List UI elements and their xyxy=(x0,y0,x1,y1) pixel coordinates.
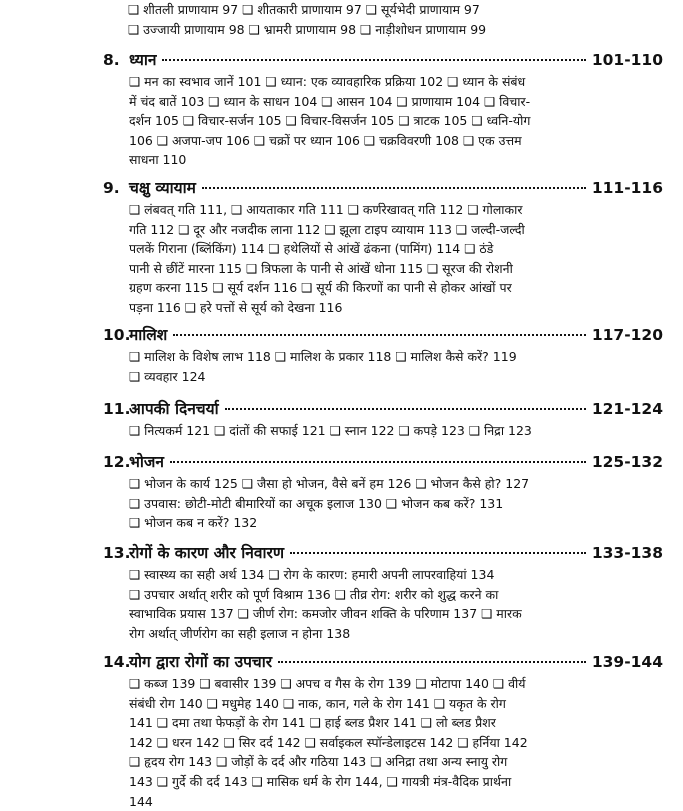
toc-line: संबंधी रोग 140 ❑ मधुमेह 140 ❑ नाक, कान, गले के रोग 141 ❑ यकृत के रोग xyxy=(129,695,506,711)
chapter-title: योग द्वारा रोगों का उपचार xyxy=(129,653,273,671)
toc-line: पलकें गिराना (ब्लिंकिंग) 114 ❑ हथेलियों से आंखें ढंकना (पामिंग) 114 ❑ ठंडे xyxy=(129,241,494,257)
chapter-entries xyxy=(129,565,663,643)
chapter-heading[interactable] xyxy=(103,450,663,474)
toc-line: 142 ❑ धरन 142 ❑ सिर दर्द 142 ❑ सर्वाइकल स्पॉन्डेलाइटस 142 ❑ हर्निया 142 xyxy=(129,734,528,750)
chapter-entries xyxy=(129,421,663,441)
leader-dots xyxy=(173,334,585,336)
leader-dots xyxy=(278,661,586,663)
chapter-entries xyxy=(129,674,663,811)
toc-line: ❑ शीतली प्राणायाम 97 ❑ शीतकारी प्राणायाम 97 ❑ सूर्यभेदी प्राणायाम 97 xyxy=(128,2,480,17)
page-range: 121-124 xyxy=(591,400,663,418)
toc-section-14 xyxy=(103,650,663,811)
toc-line: ❑ उपचार अर्थात् शरीर को पूर्ण विश्राम 136 ❑ तीव्र रोग: शरीर को शुद्ध करने का xyxy=(129,586,499,602)
chapter-number: 11. xyxy=(103,400,131,418)
toc-line: ❑ व्यवहार 124 xyxy=(129,368,206,384)
chapter-title: भोजन xyxy=(129,453,165,471)
toc-section-11 xyxy=(103,397,663,441)
toc-line: 144 xyxy=(129,793,153,809)
toc-line: ❑ कब्ज 139 ❑ बवासीर 139 ❑ अपच व गैस के रोग 139 ❑ मोटापा 140 ❑ वीर्य xyxy=(129,676,526,691)
page-range: 117-120 xyxy=(591,326,663,344)
chapter-number: 13. xyxy=(103,544,131,562)
page-range: 111-116 xyxy=(591,179,663,197)
toc-line: 106 ❑ अजपा-जप 106 ❑ चक्रों पर ध्यान 106 ❑ चक्रविवरणी 108 ❑ एक उत्तम xyxy=(129,132,522,148)
toc-line: ❑ लंबवत् गति 111, ❑ आयताकार गति 111 ❑ कर्णरेखावत् गति 112 ❑ गोलाकार xyxy=(129,202,523,217)
toc-line: ❑ उज्जायी प्राणायाम 98 ❑ भ्रामरी प्राणायाम 98 ❑ नाड़ीशोधन प्राणायाम 99 xyxy=(128,22,487,37)
toc-section-8 xyxy=(103,48,663,170)
toc-line: ❑ मालिश के विशेष लाभ 118 ❑ मालिश के प्रकार 118 ❑ मालिश कैसे करें? 119 xyxy=(129,349,517,364)
chapter-entries xyxy=(129,72,663,170)
leader-dots xyxy=(225,408,586,410)
toc-line: 141 ❑ दमा तथा फेफड़ों के रोग 141 ❑ हाई ब्लड प्रैशर 141 ❑ लो ब्लड प्रैशर xyxy=(129,715,496,731)
toc-line: ❑ नित्यकर्म 121 ❑ दांतों की सफाई 121 ❑ स्नान 122 ❑ कपड़े 123 ❑ निद्रा 123 xyxy=(129,423,532,438)
toc-line: पानी से छींटें मारना 115 ❑ त्रिफला के पानी से आंखें धोना 115 ❑ सूरज की रोशनी xyxy=(129,260,513,276)
toc-section-12 xyxy=(103,450,663,533)
page-range: 139-144 xyxy=(591,653,663,671)
toc-line: साधना 110 xyxy=(129,152,187,168)
chapter-heading[interactable] xyxy=(103,176,663,200)
chapter-entries xyxy=(129,474,663,533)
chapter-title: मालिश xyxy=(129,326,168,344)
chapter-number: 9. xyxy=(103,179,120,197)
toc-line: ग्रहण करना 115 ❑ सूर्य दर्शन 116 ❑ सूर्य की किरणों का पानी से होकर आंखों पर xyxy=(129,280,512,296)
chapter-title: आपकी दिनचर्या xyxy=(129,400,219,418)
toc-line: ❑ भोजन के कार्य 125 ❑ जैसा हो भोजन, वैसे बनें हम 126 ❑ भोजन कैसे हो? 127 xyxy=(129,476,530,491)
toc-line: स्वाभाविक प्रयास 137 ❑ जीर्ण रोग: कमजोर जीवन शक्ति के परिणाम 137 ❑ मारक xyxy=(129,606,522,622)
page-range: 125-132 xyxy=(591,453,663,471)
page-range: 101-110 xyxy=(591,51,663,69)
leader-dots xyxy=(202,187,586,189)
toc-line: दर्शन 105 ❑ विचार-सर्जन 105 ❑ विचार-विसर्जन 105 ❑ त्राटक 105 ❑ ध्वनि-योग xyxy=(129,113,531,129)
chapter-number: 10. xyxy=(103,326,131,344)
continued-entries xyxy=(128,0,648,40)
toc-line: गति 112 ❑ दूर और नजदीक लाना 112 ❑ झूला टाइप व्यायाम 113 ❑ जल्दी-जल्दी xyxy=(129,221,525,237)
chapter-number: 14. xyxy=(103,653,131,671)
toc-section-13 xyxy=(103,541,663,643)
chapter-title: चक्षु व्यायाम xyxy=(129,179,196,197)
toc-line: 143 ❑ गुर्दे की दर्द 143 ❑ मासिक धर्म के रोग 144, ❑ गायत्री मंत्र-वैदिक प्रार्थना xyxy=(129,773,512,789)
leader-dots xyxy=(162,59,585,61)
toc-line: ❑ उपवास: छोटी-मोटी बीमारियों का अचूक इलाज 130 ❑ भोजन कब करें? 131 xyxy=(129,495,504,511)
toc-line: रोग अर्थात् जीर्णरोग का सही इलाज न होना 138 xyxy=(129,625,351,641)
toc-section-9 xyxy=(103,176,663,318)
leader-dots xyxy=(170,461,586,463)
toc-line: ❑ मन का स्वभाव जानें 101 ❑ ध्यान: एक व्यावहारिक प्रक्रिया 102 ❑ ध्यान के संबंध xyxy=(129,74,526,89)
chapter-number: 8. xyxy=(103,51,120,69)
chapter-heading[interactable] xyxy=(103,541,663,565)
toc-line: पड़ना 116 ❑ हरे पत्तों से सूर्य को देखना 116 xyxy=(129,299,343,315)
toc-line: में चंद बातें 103 ❑ ध्यान के साधन 104 ❑ आसन 104 ❑ प्राणायाम 104 ❑ विचार- xyxy=(129,93,531,109)
toc-line: ❑ हृदय रोग 143 ❑ जोड़ों के दर्द और गठिया 143 ❑ अनिद्रा तथा अन्य स्नायु रोग xyxy=(129,754,508,770)
leader-dots xyxy=(290,552,586,554)
chapter-entries xyxy=(129,347,663,386)
chapter-number: 12. xyxy=(103,453,131,471)
page-range: 133-138 xyxy=(591,544,663,562)
chapter-heading[interactable] xyxy=(103,48,663,72)
chapter-title: ध्यान xyxy=(129,51,157,69)
chapter-heading[interactable] xyxy=(103,650,663,674)
chapter-heading[interactable] xyxy=(103,397,663,421)
chapter-heading[interactable] xyxy=(103,323,663,347)
chapter-title: रोगों के कारण और निवारण xyxy=(129,544,285,562)
chapter-entries xyxy=(129,200,663,318)
toc-line: ❑ भोजन कब न करें? 132 xyxy=(129,515,258,531)
toc-section-10 xyxy=(103,323,663,386)
toc-line: ❑ स्वास्थ्य का सही अर्थ 134 ❑ रोग के कारण: हमारी अपनी लापरवाहियां 134 xyxy=(129,567,495,582)
